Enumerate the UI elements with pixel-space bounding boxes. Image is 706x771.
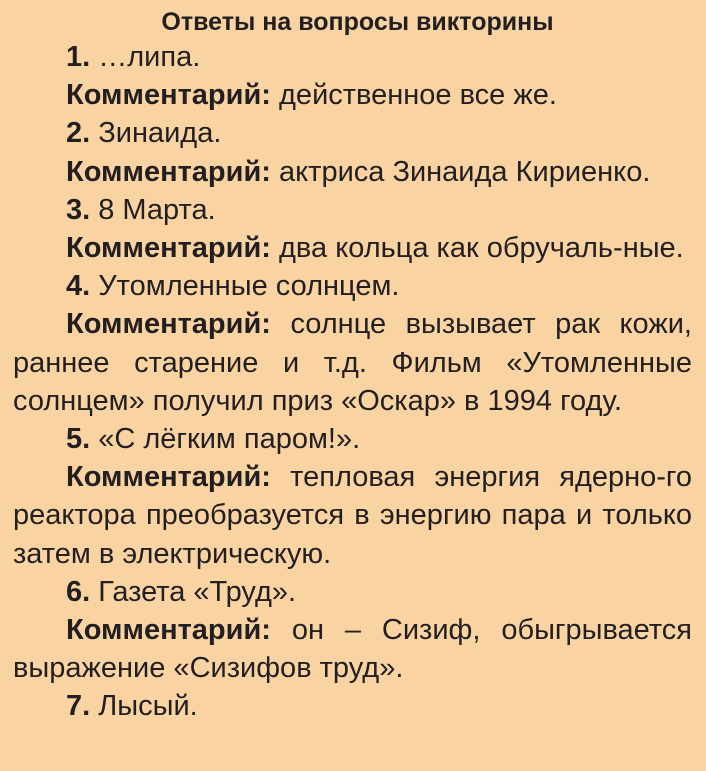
- answer-text: Зинаида.: [98, 117, 222, 150]
- comment-label: Комментарий:: [66, 308, 271, 341]
- page-title: Ответы на вопросы викторины: [161, 8, 554, 36]
- comment-text: актриса Зинаида Кириенко.: [279, 155, 651, 188]
- comment-label: Комментарий:: [66, 155, 271, 188]
- answer-number: 7.: [66, 690, 91, 723]
- answer-6: [13, 573, 692, 611]
- comment-6: [13, 611, 692, 687]
- comment-text: солнце вызывает рак кожи, раннее старение и т.д. Фильм «Утомленные солнцем» получил приз «Оскар» в 1994 году.: [13, 308, 692, 417]
- answer-2: [13, 114, 692, 152]
- answer-7: [13, 687, 692, 725]
- answer-5: [13, 420, 692, 458]
- answer-number: 6.: [66, 575, 91, 608]
- answer-1: [13, 38, 692, 76]
- answer-number: 1.: [66, 41, 91, 73]
- comment-text: два кольца как обручаль-ные.: [279, 232, 684, 265]
- comment-2: [13, 153, 692, 191]
- comment-label: Комментарий:: [66, 79, 271, 112]
- answer-number: 4.: [66, 270, 91, 303]
- comment-text: он – Сизиф, обыгрывается выражение «Сизифов труд».: [13, 614, 692, 685]
- answer-text: Лысый.: [98, 690, 198, 723]
- answer-text: …липа.: [98, 41, 201, 73]
- comment-3: [13, 229, 692, 267]
- comment-1: [13, 76, 692, 114]
- comment-label: Комментарий:: [66, 232, 271, 265]
- answer-3: [13, 191, 692, 229]
- answer-number: 3.: [66, 193, 91, 226]
- answer-text: 8 Марта.: [98, 193, 216, 226]
- comment-text: тепловая энергия ядерно-го реактора преобразуется в энергию пара и только затем в электрическую.: [13, 461, 692, 570]
- answer-number: 5.: [66, 423, 91, 456]
- answer-text: «С лёгким паром!».: [98, 423, 361, 456]
- comment-label: Комментарий:: [66, 461, 271, 494]
- comment-text: действенное все же.: [279, 79, 557, 112]
- comment-5: [13, 458, 692, 573]
- answers-list: [13, 38, 692, 726]
- answer-text: Газета «Труд».: [98, 575, 297, 608]
- answer-text: Утомленные солнцем.: [98, 270, 400, 303]
- comment-4: [13, 305, 692, 420]
- answer-number: 2.: [66, 117, 91, 150]
- answer-4: [13, 267, 692, 305]
- comment-label: Комментарий:: [66, 614, 271, 647]
